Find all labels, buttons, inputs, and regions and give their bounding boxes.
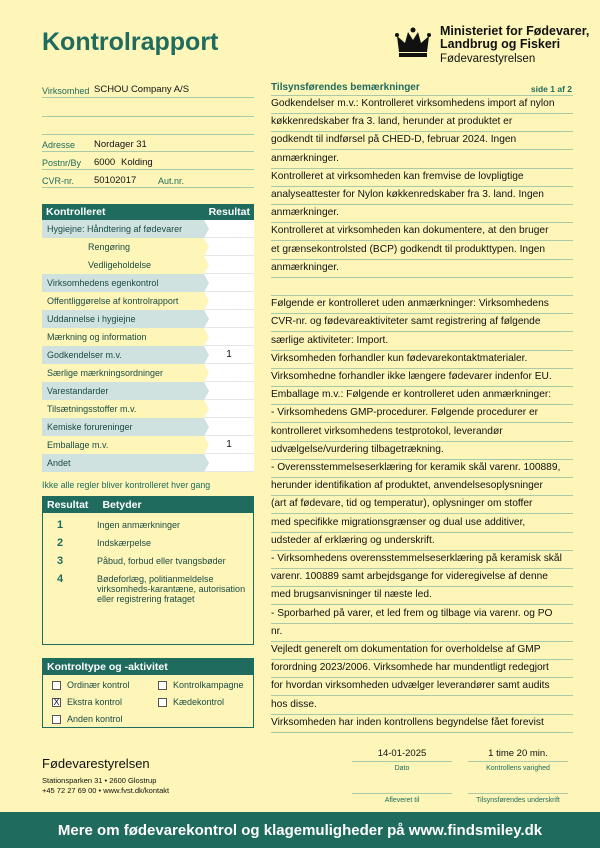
remark-line: med brugsanvisninger til næste led.: [271, 589, 432, 601]
remark-line: analyseattester for Nylon køkkenredskaber fra 3. land. Ingen: [271, 189, 544, 200]
remark-line: nr.: [271, 625, 283, 637]
cvr-label: CVR-nr.: [42, 176, 75, 186]
delivered-label: Afleveret til: [384, 797, 420, 804]
table-row: Særlige mærkningsordninger: [42, 364, 254, 382]
remark-line: køkkenredskaber fra 3. land, herunder at produktet er: [271, 116, 513, 128]
autnr-label: Aut.nr.: [158, 176, 185, 186]
table-row: Mærkning og information: [42, 328, 254, 346]
ordinaer-label: Ordinær kontrol: [67, 680, 130, 690]
table-row: Tilsætningsstoffer m.v.: [42, 400, 254, 418]
table-row: Varestandarder: [42, 382, 254, 400]
kontroltype-header: Kontroltype og -aktivitet: [43, 659, 253, 675]
remark-line: anmærkninger.: [271, 152, 339, 164]
remark-line: Emballage m.v.: Følgende er kontrolleret uden anmærkninger:: [271, 389, 552, 401]
ekstra-label: Ekstra kontrol: [67, 697, 123, 707]
remark-line: - Virksomhedens GMP-procedurer. Følgende procedurer er: [271, 407, 539, 419]
date-label: Dato: [394, 765, 410, 772]
remark-line: anmærkninger.: [271, 261, 339, 273]
remarks-header: Tilsynsførendes bemærkninger: [271, 82, 420, 93]
remark-line: (art af fødevare, tid og temperatur), oplysninger om stoffer: [271, 498, 533, 510]
footer-contact: +45 72 27 69 00 • www.fvst.dk/kontakt: [42, 786, 170, 795]
remark-line: herunder identifikation af produktet, anvendelsesoplysninger: [271, 480, 543, 492]
remark-line: hos disse.: [271, 698, 317, 710]
by-value: Kolding: [121, 157, 153, 168]
virksomhed-value: SCHOU Company A/S: [94, 84, 190, 95]
footer-agency-name: Fødevarestyrelsen: [42, 756, 150, 771]
remark-line: et grænsekontrolsted (BCP) godkendt til produkttypen. Ingen: [271, 243, 546, 255]
remark-line: CVR-nr. og fødevareaktiviteter samt registrering af følgende: [271, 316, 541, 328]
crown-logo-icon: [393, 26, 433, 60]
remark-line: Virksomhedne forhandler ikke længere fødevarer indenfor EU.: [271, 371, 552, 382]
ordinaer-checkbox[interactable]: [52, 681, 61, 690]
table-row: Virksomhedens egenkontrol: [42, 274, 254, 292]
controls-table: [42, 204, 254, 472]
table-row: Hygiejne: Håndtering af fødevarer: [42, 220, 254, 238]
table-row: Emballage m.v. 1: [42, 436, 254, 454]
remark-line: udsteder af erklæring og underskrift.: [271, 534, 435, 546]
kontroltype-box: [42, 658, 254, 728]
controls-table-header: Kontrolleret Resultat: [42, 204, 254, 220]
ekstra-checkbox[interactable]: X: [53, 697, 60, 707]
date-value: 14-01-2025: [377, 748, 427, 759]
table-row: Kemiske forureninger: [42, 418, 254, 436]
remark-line: Følgende er kontrolleret uden anmærkninger: Virksomhedens: [271, 298, 549, 310]
remark-line: kontrolleret virksomhedens testprotokol, leverandør: [271, 425, 503, 437]
cvr-value: 50102017: [94, 175, 137, 186]
remark-line: Virksomheden forhandler kun fødevarekontaktmaterialer.: [271, 352, 528, 364]
remark-line: forordning 2023/2006. Virksomhede har mundentligt redegjort: [271, 662, 549, 674]
virksomhed-label: Virksomhed: [42, 86, 90, 96]
remark-line: Godkendelser m.v.: Kontrolleret virksomhedens import af nylon: [271, 98, 555, 109]
kaede-label: Kædekontrol: [173, 697, 225, 707]
result-legend: Resultat Betyder 1 Ingen anmærkninger 2 Indskærpelse 3 Påbud, forbud eller tvangsbøder 4 Bødeforlæg, politianmeldelse virksomheds-karantæne, autorisation eller registrering frataget: [42, 496, 254, 645]
agency-name: Fødevarestyrelsen: [440, 53, 536, 65]
remark-line: - Sporbarhed på varer, et led frem og tilbage via varenr. og PO: [271, 607, 553, 619]
table-row: Offentliggørelse af kontrolrapport: [42, 292, 254, 310]
remark-line: med specifikke migrationsgrænser og dual use additiver,: [271, 516, 526, 528]
remark-line: for hvordan virksomheden udvælger leverandører samt audits: [271, 680, 550, 692]
kampagne-checkbox[interactable]: [158, 681, 167, 690]
remark-line: anmærkninger.: [271, 207, 339, 219]
legend-header: Resultat Betyder: [43, 497, 253, 513]
remark-line: Virksomheden har inden kontrollens begyndelse fået forevist: [271, 716, 544, 728]
page-indicator: side 1 af 2: [530, 84, 572, 94]
footer-banner[interactable]: Mere om fødevarekontrol og klagemuligheder på www.findsmiley.dk: [0, 812, 600, 848]
duration-label: Kontrollens varighed: [486, 765, 550, 772]
controls-note: Ikke alle regler bliver kontrolleret hver gang: [42, 480, 211, 490]
anden-label: Anden kontrol: [67, 714, 123, 724]
kaede-checkbox[interactable]: [158, 698, 167, 707]
table-row: Godkendelser m.v. 1: [42, 346, 254, 364]
remark-line: Kontrolleret at virksomheden kan fremvise de lovpligtige: [271, 170, 524, 182]
remark-line: godkendt til indførsel på CHED-D, februar 2024. Ingen: [271, 134, 517, 146]
footer-address: Stationsparken 31 • 2600 Glostrup: [42, 776, 157, 785]
table-row: Andet: [42, 454, 254, 472]
ministry-name: Ministeriet for Fødevarer, Landbrug og Fiskeri: [440, 24, 590, 51]
duration-value: 1 time 20 min.: [488, 748, 548, 759]
remark-line: udvælgelse/vurdering tilbagetrækning.: [271, 443, 444, 455]
inspector-label: Tilsynsførendes underskrift: [476, 797, 560, 804]
remark-line: - Overensstemmelseserklæring for keramik skål varenr. 100889,: [271, 462, 561, 473]
remark-line: Kontrolleret at virksomheden kan dokumentere, at den bruger: [271, 225, 549, 237]
remark-line: - Virksomhedens overensstemmelseserklæring på keramisk skål: [271, 553, 562, 564]
kampagne-label: Kontrolkampagne: [173, 680, 244, 690]
adresse-label: Adresse: [42, 140, 76, 150]
page-title: Kontrolrapport: [42, 28, 219, 56]
table-row: Uddannelse i hygiejne: [42, 310, 254, 328]
table-row: Rengøring: [42, 238, 254, 256]
anden-checkbox[interactable]: [52, 715, 61, 724]
table-row: Vedligeholdelse: [42, 256, 254, 274]
remark-line: varenr. 100889 samt arbejdsgange for videregivelse af denne: [271, 571, 548, 583]
postnr-label: Postnr/By: [42, 158, 82, 168]
remark-line: særlige aktiviteter: Import.: [271, 334, 389, 346]
postnr-value: 6000: [94, 157, 116, 168]
adresse-value: Nordager 31: [94, 139, 147, 150]
remark-line: Vejledt generelt om dokumentation for overholdelse af GMP: [271, 644, 541, 655]
